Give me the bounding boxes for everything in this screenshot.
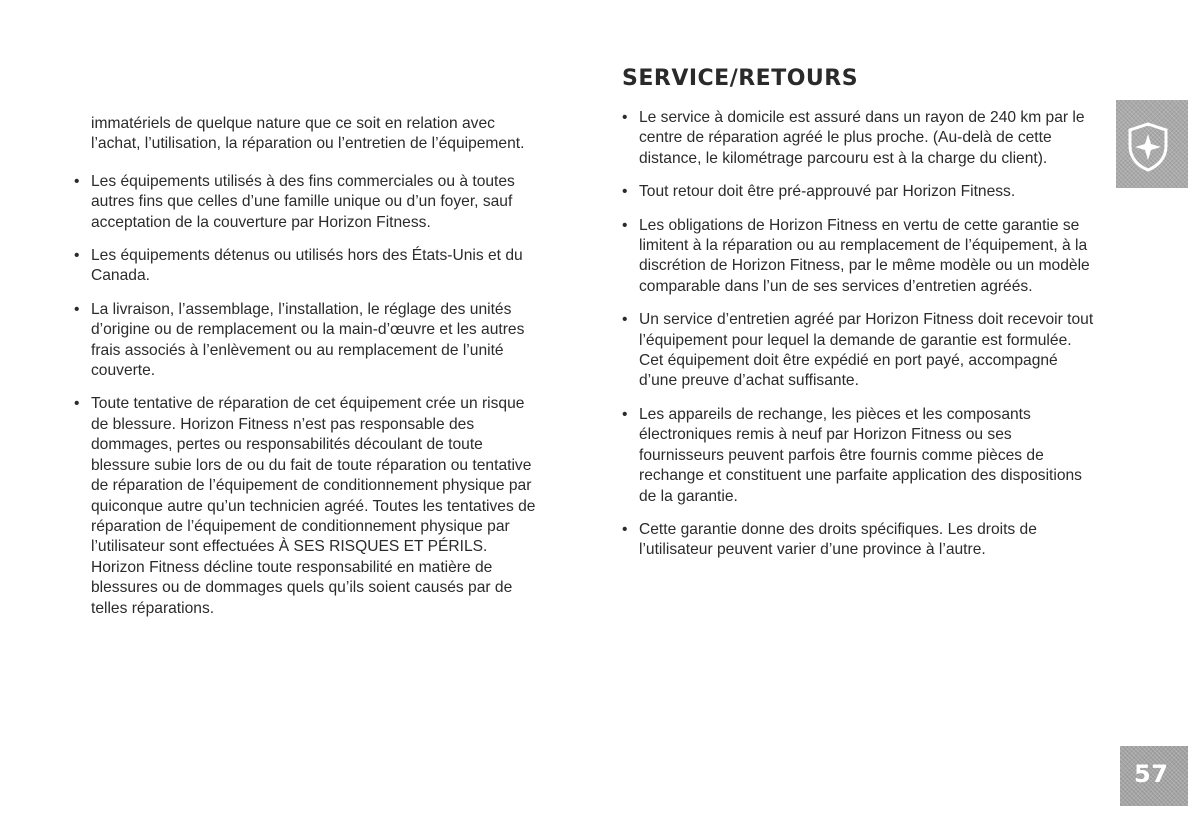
exclusions-list: [74, 172, 544, 619]
right-column: [622, 108, 1094, 574]
list-item: [622, 405, 1094, 507]
list-item: [622, 216, 1094, 298]
list-item: [74, 172, 544, 233]
list-item-text: La livraison, l’assemblage, l’installation, le réglage des unités d’origine ou de remplacement ou la main-d’œuvre et les autres frais associés à l’enlèvement ou au remplacement de l’unité couverte.: [91, 300, 525, 380]
list-item-text: Un service d’entretien agréé par Horizon Fitness doit recevoir tout l’équipement pour lequel la demande de garantie est formulée. Cet équipement doit être expédié en port payé, accompagné d’une preuve d’achat suffisante.: [639, 311, 1094, 390]
bullet-icon: •: [622, 311, 628, 329]
list-item-text: Les obligations de Horizon Fitness en vertu de cette garantie se limitent à la réparation ou au remplacement de l’équipement, à la discrétion de Horizon Fitness, par le même modèle ou un modèle comparable dans l’un de ses services d’entretien agréés.: [639, 216, 1090, 295]
list-item-text: Le service à domicile est assuré dans un rayon de 240 km par le centre de réparation agréé le plus proche. (Au-delà de cette distance, le kilométrage parcouru est à la charge du client).: [639, 109, 1085, 167]
list-item-text: Tout retour doit être pré-approuvé par Horizon Fitness.: [639, 183, 1016, 201]
list-item: [622, 520, 1094, 561]
list-item-text: Les appareils de rechange, les pièces et les composants électroniques remis à neuf par Horizon Fitness ou ses fournisseurs peuvent parfois être fournis comme pièces de rechange et constituent une parfaite application des dispositions de la garantie.: [639, 405, 1082, 505]
list-item-text: Cette garantie donne des droits spécifiques. Les droits de l’utilisateur peuvent varier d’une province à l’autre.: [639, 520, 1037, 559]
bullet-icon: •: [622, 216, 628, 234]
list-item: [74, 300, 544, 382]
left-column: [74, 114, 544, 632]
intro-paragraph: immatériels de quelque nature que ce soit en relation avec l’achat, l’utilisation, la réparation ou l’entretien de l’équipement.: [91, 115, 525, 153]
service-list: [622, 108, 1094, 561]
list-item: [622, 310, 1094, 392]
list-item-text: Les équipements détenus ou utilisés hors des États-Unis et du Canada.: [91, 247, 523, 285]
page-number: 57: [1134, 760, 1169, 788]
shield-star-icon: [1126, 122, 1170, 172]
bullet-icon: •: [622, 520, 628, 538]
section-heading: SERVICE/RETOURS: [622, 66, 859, 91]
bullet-icon: •: [74, 247, 80, 265]
list-item: [622, 182, 1094, 202]
list-item-text: Les équipements utilisés à des fins commerciales ou à toutes autres fins que celles d’une famille unique ou d’un foyer, sauf acceptation de la couverture par Horizon Fitness.: [91, 172, 515, 231]
bullet-icon: •: [622, 405, 628, 423]
bullet-icon: •: [622, 109, 628, 126]
bullet-icon: •: [74, 300, 80, 318]
bullet-icon: •: [622, 183, 628, 201]
list-item-text: Toute tentative de réparation de cet équipement crée un risque de blessure. Horizon Fitness n’est pas responsable des dommages, pertes ou responsabilités découlant de toute blessure subie lors de ou du fait de toute réparation ou tentative de réparation de l’équipement de conditionnement physique par quiconque autre qu’un technicien agréé. Toutes les tentatives de réparation de l’équipement de conditionnement physique par l’utilisateur sont effectuées À SES RISQUES ET PÉRILS. Horizon Fitness décline toute responsabilité en matière de blessures ou de dommages quels qu’ils soient causés par de telles réparations.: [91, 395, 536, 617]
section-tab: [1116, 100, 1188, 188]
list-item: [74, 246, 544, 287]
page-number-tab: [1120, 746, 1188, 806]
list-item: [622, 108, 1094, 169]
bullet-icon: •: [74, 395, 80, 413]
list-item: [74, 394, 544, 618]
bullet-icon: •: [74, 172, 80, 190]
